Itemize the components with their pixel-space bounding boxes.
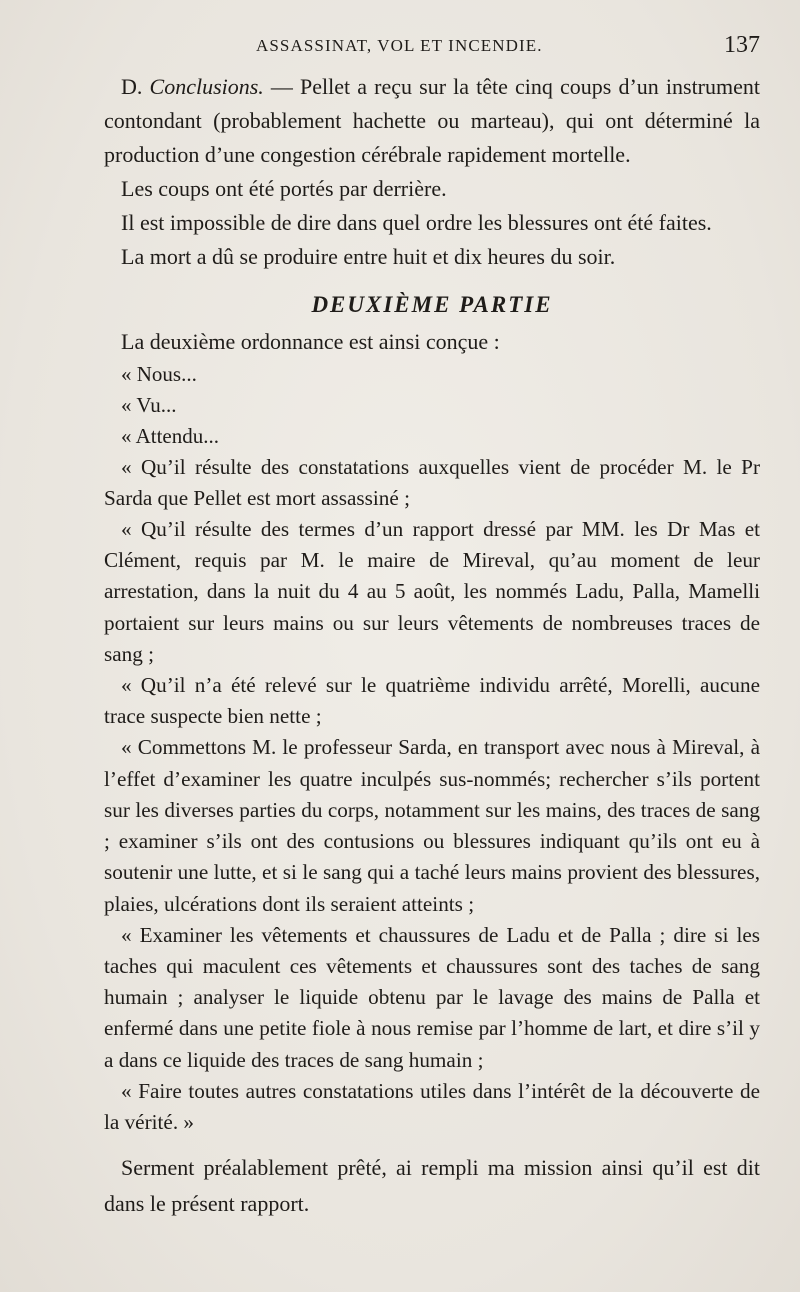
conclusions-paragraph: [104, 70, 760, 172]
section-intro: La deuxième ordonnance est ainsi conçue :: [121, 328, 500, 354]
conclusion-paragraph-3: Il est impossible de dire dans quel ordre les blessures ont été faites.: [121, 210, 712, 236]
conclusions-text: — Pellet a reçu sur la tête cinq coups d’un instrument contondant (probablement hachette ou marteau), qui ont déterminé la production d’une congestion cérébrale rapidement mortelle.: [104, 74, 761, 168]
closing-paragraph: Serment préalablement prêté, ai rempli ma mission ainsi qu’il est dit dans le présent rapport.: [104, 1155, 760, 1217]
quote-short-line: « Attendu...: [121, 423, 219, 448]
conclusion-paragraph-2: Les coups ont été portés par derrière.: [121, 176, 447, 202]
conclusions-label: Conclusions.: [149, 74, 264, 99]
page-number: 137: [724, 32, 760, 58]
quote-short-line: « Vu...: [121, 392, 177, 417]
conclusion-paragraph-4: La mort a dû se produire entre huit et dix heures du soir.: [121, 244, 616, 270]
section-title: DEUXIÈME PARTIE: [311, 291, 553, 317]
quote-paragraph: « Qu’il n’a été relevé sur le quatrième individu arrêté, Morelli, aucune trace suspecte bien nette ;: [104, 673, 760, 729]
quote-paragraph: « Qu’il résulte des constatations auxquelles vient de procéder M. le Pr Sarda que Pellet est mort assassiné ;: [104, 454, 760, 510]
ordinance-quote: [104, 359, 760, 1138]
quote-paragraph: « Commettons M. le professeur Sarda, en transport avec nous à Mireval, à l’effet d’examiner les quatre inculpés sus-nommés; rechercher s’ils portent sur les diverses parties du corps, notamment sur les mains, des traces de sang ; examiner s’ils ont des contusions ou blessures indiquant qu’ils ont eu à soutenir une lutte, et si le sang qui a taché leurs mains provient des blessures, plaies, ulcérations dont ils seraient atteints ;: [104, 735, 760, 916]
quote-short-line: « Nous...: [121, 361, 197, 386]
conclusions-label-prefix: D.: [121, 74, 150, 99]
page-text: [104, 70, 760, 1222]
quote-paragraph: « Qu’il résulte des termes d’un rapport dressé par MM. les Dr Mas et Clément, requis par M. le maire de Mireval, qu’au moment de leur arrestation, dans la nuit du 4 au 5 août, les nommés Ladu, Palla, Mamelli portaient sur leurs mains ou sur leurs vêtements de nombreuses traces de sang ;: [104, 517, 760, 666]
page-header: [104, 34, 760, 64]
quote-paragraph: « Examiner les vêtements et chaussures de Ladu et de Palla ; dire si les taches qui maculent ces vêtements et chaussures sont des taches de sang humain ; analyser le liquide obtenu par le lavage des mains de Palla et enfermé dans une petite fiole à nous remise par l’homme de lart, et dire s’il y a dans ce liquide des traces de sang humain ;: [104, 922, 760, 1072]
quote-paragraph: « Faire toutes autres constatations utiles dans l’intérêt de la découverte de la vérité. »: [104, 1078, 760, 1134]
running-head: ASSASSINAT, VOL ET INCENDIE.: [256, 36, 543, 55]
